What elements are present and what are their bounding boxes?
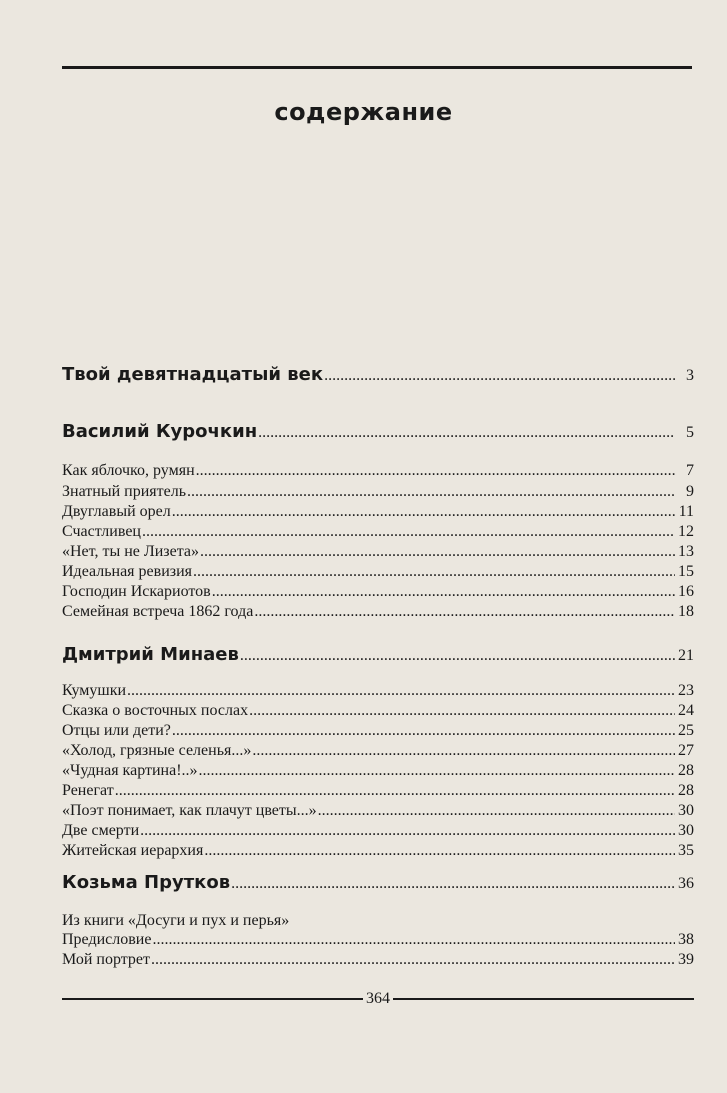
leader-dots [115, 782, 675, 800]
leader-dots [240, 647, 675, 665]
item-title: Счастливец [62, 523, 141, 540]
page-number: 364 [366, 990, 390, 1007]
item-title: Как яблочко, румян [62, 462, 195, 479]
toc-item[interactable] [62, 802, 694, 820]
item-title: Семейная встреча 1862 года [62, 603, 254, 620]
item-title: «Поэт понимает, как плачут цветы...» [62, 802, 317, 819]
toc-item[interactable] [62, 462, 694, 480]
toc-item[interactable] [62, 702, 694, 720]
toc-item[interactable] [62, 951, 694, 969]
item-title: Знатный приятель [62, 483, 186, 500]
toc-item[interactable] [62, 503, 694, 521]
page-ref: 24 [678, 702, 694, 719]
page-ref: 15 [678, 563, 694, 580]
toc-item[interactable] [62, 583, 694, 601]
page-ref: 27 [678, 742, 694, 759]
item-title: Кумушки [62, 682, 127, 699]
leader-dots [252, 742, 675, 760]
page-title: содержание [274, 98, 453, 126]
page-ref: 13 [678, 543, 694, 560]
page-ref: 5 [686, 424, 694, 441]
page-ref: 25 [678, 722, 694, 739]
page-ref: 3 [686, 367, 694, 384]
toc-item[interactable] [62, 563, 694, 581]
toc-item[interactable] [62, 742, 694, 760]
page-ref: 28 [678, 782, 694, 799]
toc-item[interactable] [62, 543, 694, 561]
page-ref: 30 [678, 802, 694, 819]
toc-section[interactable] [62, 421, 694, 442]
item-title: Ренегат [62, 782, 114, 799]
page-ref: 28 [678, 762, 694, 779]
toc-item[interactable] [62, 603, 694, 621]
top-rule [62, 66, 692, 69]
toc-item[interactable] [62, 762, 694, 780]
footer-rule-right [393, 998, 694, 1000]
leader-dots [172, 722, 675, 740]
toc-section[interactable] [62, 872, 694, 893]
leader-dots [254, 603, 675, 621]
leader-dots [199, 762, 675, 780]
toc-item[interactable] [62, 822, 694, 840]
page-ref: 30 [678, 822, 694, 839]
page-ref: 18 [678, 603, 694, 620]
page-footer [62, 990, 694, 1008]
section-title: Козьма Прутков [62, 872, 231, 893]
footer-rule-left [62, 998, 363, 1000]
page-ref: 38 [678, 931, 694, 948]
leader-dots [152, 931, 675, 949]
toc-item[interactable] [62, 782, 694, 800]
section-title: Дмитрий Минаев [62, 644, 239, 665]
page-ref: 16 [678, 583, 694, 600]
item-title: Предисловие [62, 931, 152, 948]
item-title: Двуглавый орел [62, 503, 171, 520]
item-title: «Холод, грязные селенья...» [62, 742, 252, 759]
leader-dots [258, 424, 675, 442]
page-ref: 11 [678, 503, 694, 520]
item-title: Сказка о восточных послах [62, 702, 249, 719]
page-ref: 7 [686, 462, 694, 479]
toc-item[interactable] [62, 682, 694, 700]
leader-dots [318, 802, 675, 820]
leader-dots [324, 367, 675, 385]
toc-section[interactable] [62, 644, 694, 665]
section-title: Василий Курочкин [62, 421, 258, 442]
page-ref: 39 [678, 951, 694, 968]
item-title: Отцы или дети? [62, 722, 171, 739]
item-title: «Нет, ты не Лизета» [62, 543, 199, 560]
page-ref: 36 [678, 875, 694, 892]
page-ref: 21 [678, 647, 694, 664]
item-title: «Чудная картина!..» [62, 762, 198, 779]
leader-dots [142, 523, 675, 541]
page-ref: 12 [678, 523, 694, 540]
section-title: Твой девятнадцатый век [62, 364, 324, 385]
toc-item[interactable] [62, 483, 694, 501]
leader-dots [151, 951, 675, 969]
leader-dots [196, 462, 675, 480]
leader-dots [200, 543, 675, 561]
leader-dots [204, 842, 675, 860]
leader-dots [193, 563, 675, 581]
leader-dots [140, 822, 675, 840]
leader-dots [212, 583, 675, 601]
leader-dots [187, 483, 675, 501]
toc-item[interactable] [62, 931, 694, 949]
toc-item[interactable] [62, 722, 694, 740]
leader-dots [249, 702, 675, 720]
leader-dots [127, 682, 675, 700]
leader-dots [231, 875, 675, 893]
item-title: Две смерти [62, 822, 140, 839]
book-note: Из книги «Досуги и пух и перья» [62, 912, 290, 929]
leader-dots [172, 503, 675, 521]
item-title: Идеальная ревизия [62, 563, 192, 580]
item-title: Мой портрет [62, 951, 151, 968]
page-ref: 9 [686, 483, 694, 500]
toc-section[interactable] [62, 364, 694, 385]
toc-item[interactable] [62, 523, 694, 541]
item-title: Житейская иерархия [62, 842, 204, 859]
page-ref: 23 [678, 682, 694, 699]
item-title: Господин Искариотов [62, 583, 211, 600]
page-ref: 35 [678, 842, 694, 859]
toc-item[interactable] [62, 842, 694, 860]
